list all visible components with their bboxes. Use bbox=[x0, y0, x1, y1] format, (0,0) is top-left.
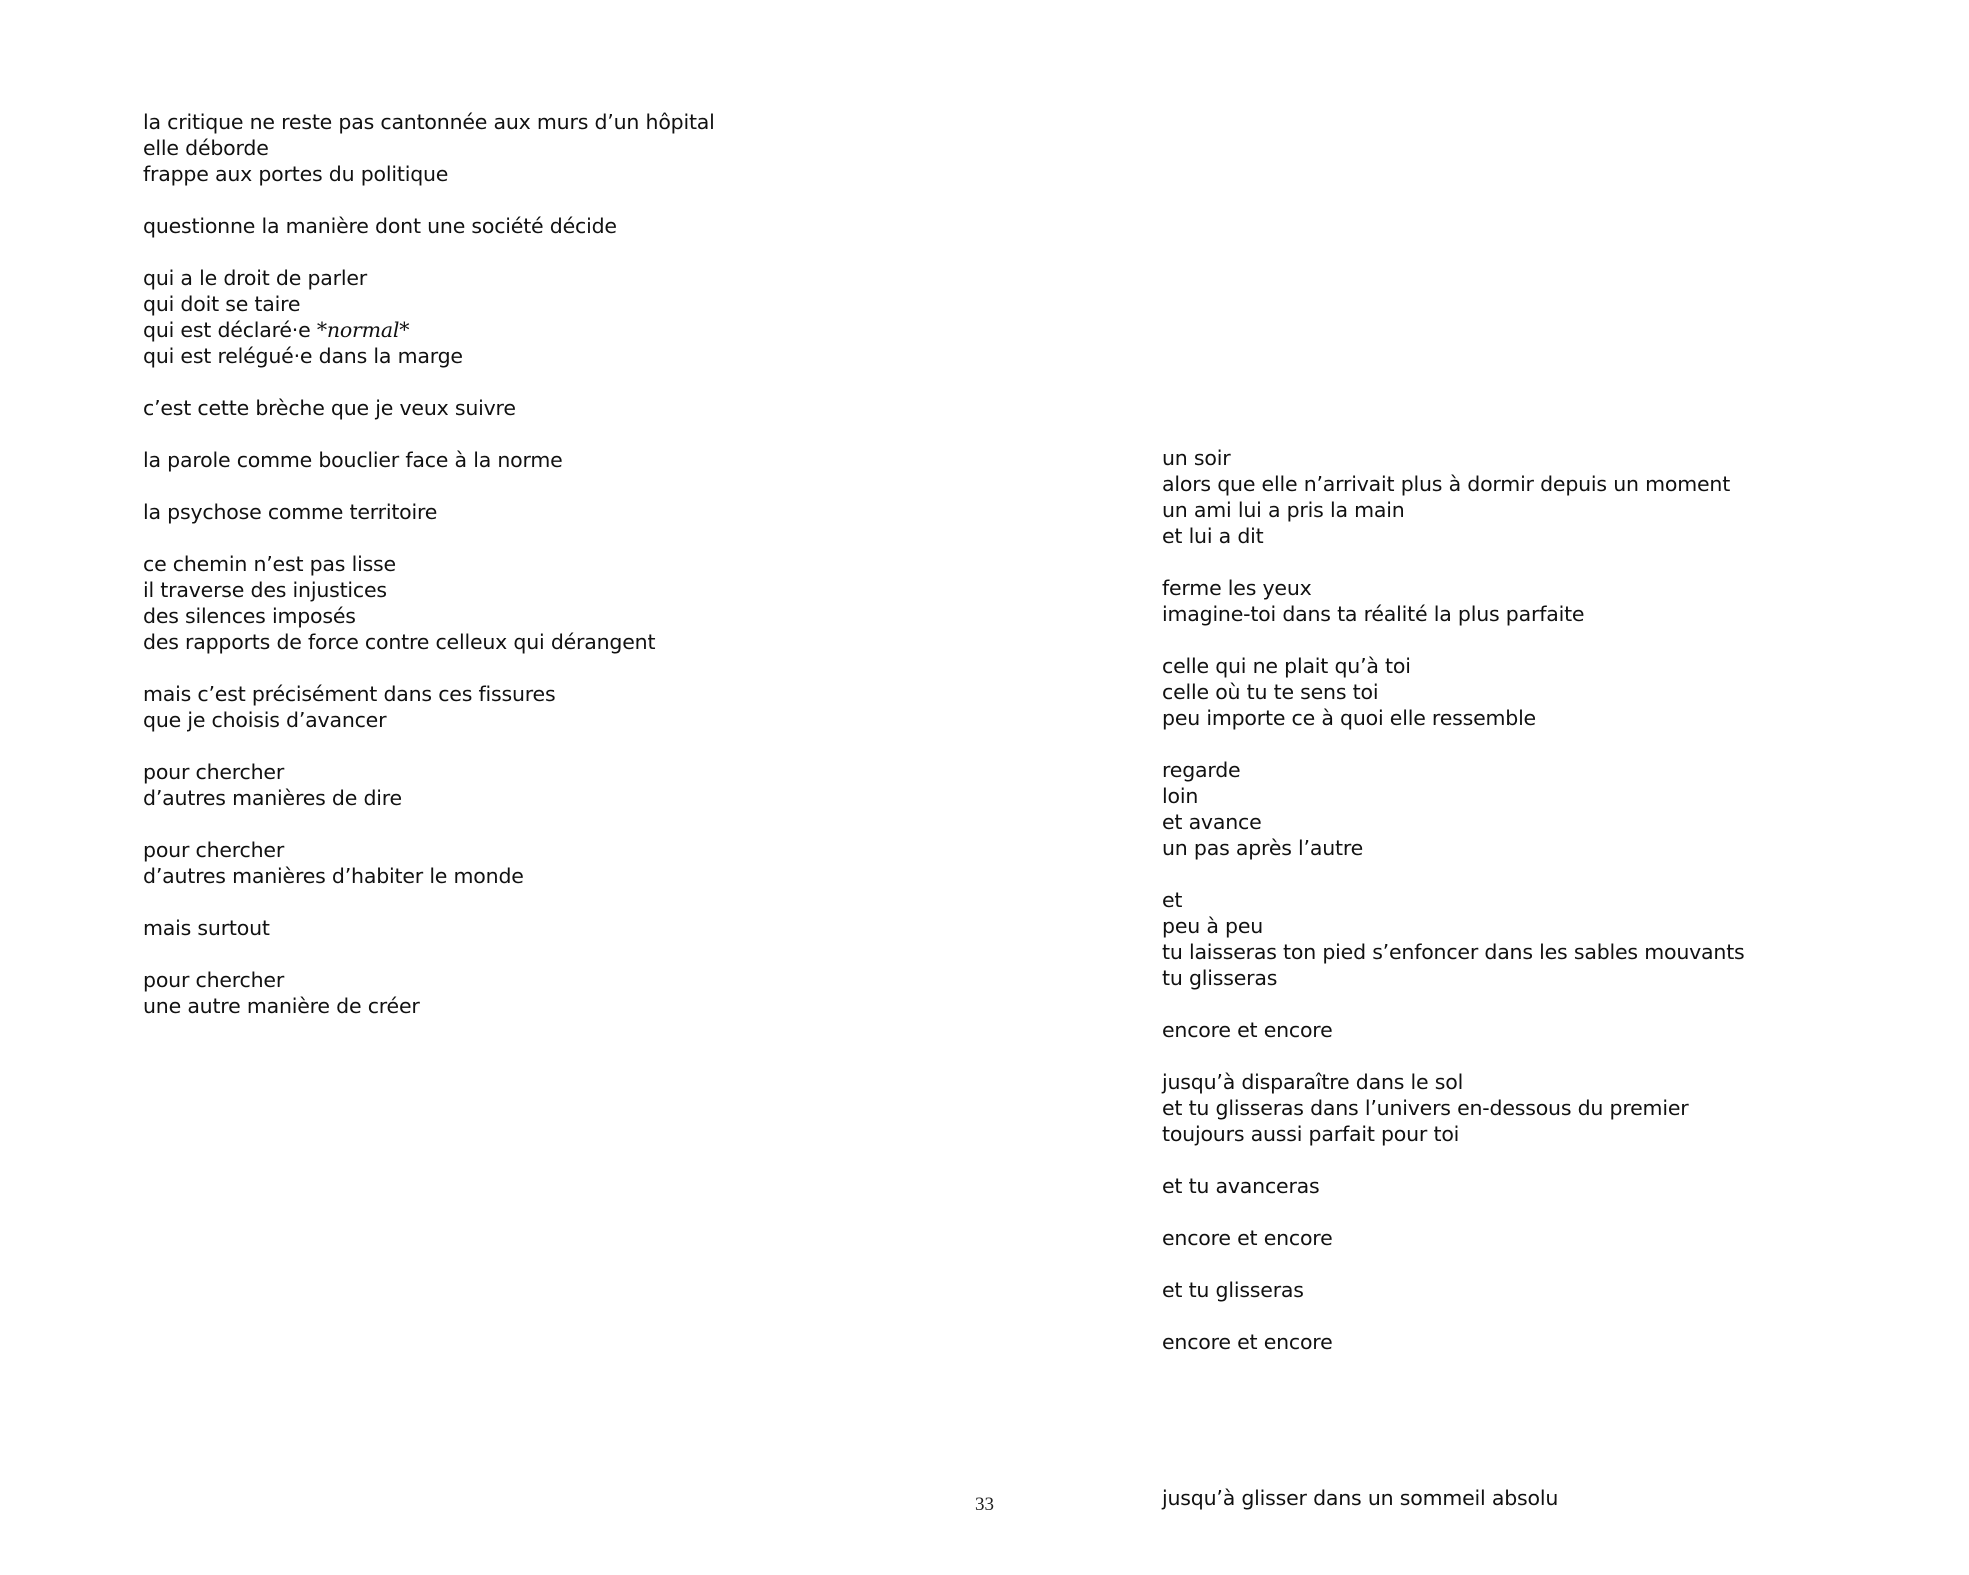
poem-line: des silences imposés bbox=[143, 604, 356, 628]
poem-line: jusqu’à disparaître dans le sol bbox=[1162, 1070, 1464, 1094]
blank-space bbox=[1162, 1381, 1862, 1485]
stanza bbox=[1162, 887, 1862, 991]
poem-line: mais c’est précisément dans ces fissures bbox=[143, 682, 556, 706]
stanza bbox=[1162, 1173, 1862, 1199]
poem-line: encore et encore bbox=[1162, 1330, 1333, 1354]
stanza bbox=[1162, 653, 1862, 731]
poem-line: d’autres manières d’habiter le monde bbox=[143, 864, 524, 888]
poem-line: un pas après l’autre bbox=[1162, 836, 1364, 860]
poem-line: et lui a dit bbox=[1162, 524, 1264, 548]
stanza bbox=[143, 499, 843, 525]
poem-line: un ami lui a pris la main bbox=[1162, 498, 1405, 522]
poem-line: alors que elle n’arrivait plus à dormir depuis un moment bbox=[1162, 472, 1731, 496]
poem-line: des rapports de force contre celleux qui dérangent bbox=[143, 630, 656, 654]
stanza bbox=[1162, 445, 1862, 549]
poem-line: encore et encore bbox=[1162, 1226, 1333, 1250]
stanza bbox=[143, 837, 843, 889]
poem-line: tu laisseras ton pied s’enfoncer dans les sables mouvants bbox=[1162, 940, 1745, 964]
right-page-poem bbox=[1162, 445, 1862, 1537]
poem-line-final: jusqu’à glisser dans un sommeil absolu bbox=[1162, 1486, 1559, 1510]
poem-line: peu à peu bbox=[1162, 914, 1264, 938]
stanza bbox=[143, 265, 843, 369]
poem-line: la critique ne reste pas cantonnée aux murs d’un hôpital bbox=[143, 110, 715, 134]
poem-line: que je choisis d’avancer bbox=[143, 708, 387, 732]
poem-line: pour chercher bbox=[143, 968, 285, 992]
stanza bbox=[143, 681, 843, 733]
poem-line: pour chercher bbox=[143, 838, 285, 862]
page-number: 33 bbox=[975, 1494, 994, 1515]
poem-line: loin bbox=[1162, 784, 1199, 808]
poem-line: c’est cette brèche que je veux suivre bbox=[143, 396, 516, 420]
poem-line: et bbox=[1162, 888, 1183, 912]
poem-line: imagine-toi dans ta réalité la plus parfaite bbox=[1162, 602, 1585, 626]
poem-line: d’autres manières de dire bbox=[143, 786, 402, 810]
stanza bbox=[1162, 1017, 1862, 1043]
poem-line: qui a le droit de parler bbox=[143, 266, 367, 290]
emphasized-word: *normal* bbox=[316, 318, 410, 342]
poem-line: il traverse des injustices bbox=[143, 578, 387, 602]
stanza bbox=[1162, 1069, 1862, 1147]
poem-line: qui est relégué·e dans la marge bbox=[143, 344, 463, 368]
poem-line: et tu glisseras dans l’univers en-dessous du premier bbox=[1162, 1096, 1689, 1120]
stanza bbox=[143, 395, 843, 421]
stanza bbox=[143, 447, 843, 473]
poem-line: un soir bbox=[1162, 446, 1231, 470]
stanza bbox=[1162, 1277, 1862, 1303]
poem-line: mais surtout bbox=[143, 916, 270, 940]
poem-line: une autre manière de créer bbox=[143, 994, 420, 1018]
stanza bbox=[143, 213, 843, 239]
poem-line: la parole comme bouclier face à la norme bbox=[143, 448, 563, 472]
poem-line: regarde bbox=[1162, 758, 1241, 782]
poem-line: toujours aussi parfait pour toi bbox=[1162, 1122, 1460, 1146]
poem-line: pour chercher bbox=[143, 760, 285, 784]
poem-line: questionne la manière dont une société décide bbox=[143, 214, 617, 238]
stanza bbox=[143, 759, 843, 811]
stanza bbox=[143, 967, 843, 1019]
poem-line: tu glisseras bbox=[1162, 966, 1278, 990]
poem-line: frappe aux portes du politique bbox=[143, 162, 449, 186]
poem-line: la psychose comme territoire bbox=[143, 500, 438, 524]
stanza bbox=[1162, 757, 1862, 861]
poem-line: ferme les yeux bbox=[1162, 576, 1312, 600]
left-page-poem bbox=[143, 109, 843, 1045]
stanza bbox=[143, 551, 843, 655]
poem-line: et avance bbox=[1162, 810, 1262, 834]
poem-line: celle qui ne plait qu’à toi bbox=[1162, 654, 1411, 678]
poem-line: et tu glisseras bbox=[1162, 1278, 1304, 1302]
stanza bbox=[143, 109, 843, 187]
stanza bbox=[1162, 1329, 1862, 1355]
stanza bbox=[1162, 1225, 1862, 1251]
poem-line: encore et encore bbox=[1162, 1018, 1333, 1042]
poem-line: qui doit se taire bbox=[143, 292, 301, 316]
poem-line: et tu avanceras bbox=[1162, 1174, 1320, 1198]
stanza bbox=[143, 915, 843, 941]
stanza bbox=[1162, 575, 1862, 627]
poem-line: ce chemin n’est pas lisse bbox=[143, 552, 396, 576]
poem-line: elle déborde bbox=[143, 136, 269, 160]
poem-line: peu importe ce à quoi elle ressemble bbox=[1162, 706, 1536, 730]
poem-line: celle où tu te sens toi bbox=[1162, 680, 1379, 704]
poem-line: qui est déclaré·e *normal* bbox=[143, 318, 410, 342]
